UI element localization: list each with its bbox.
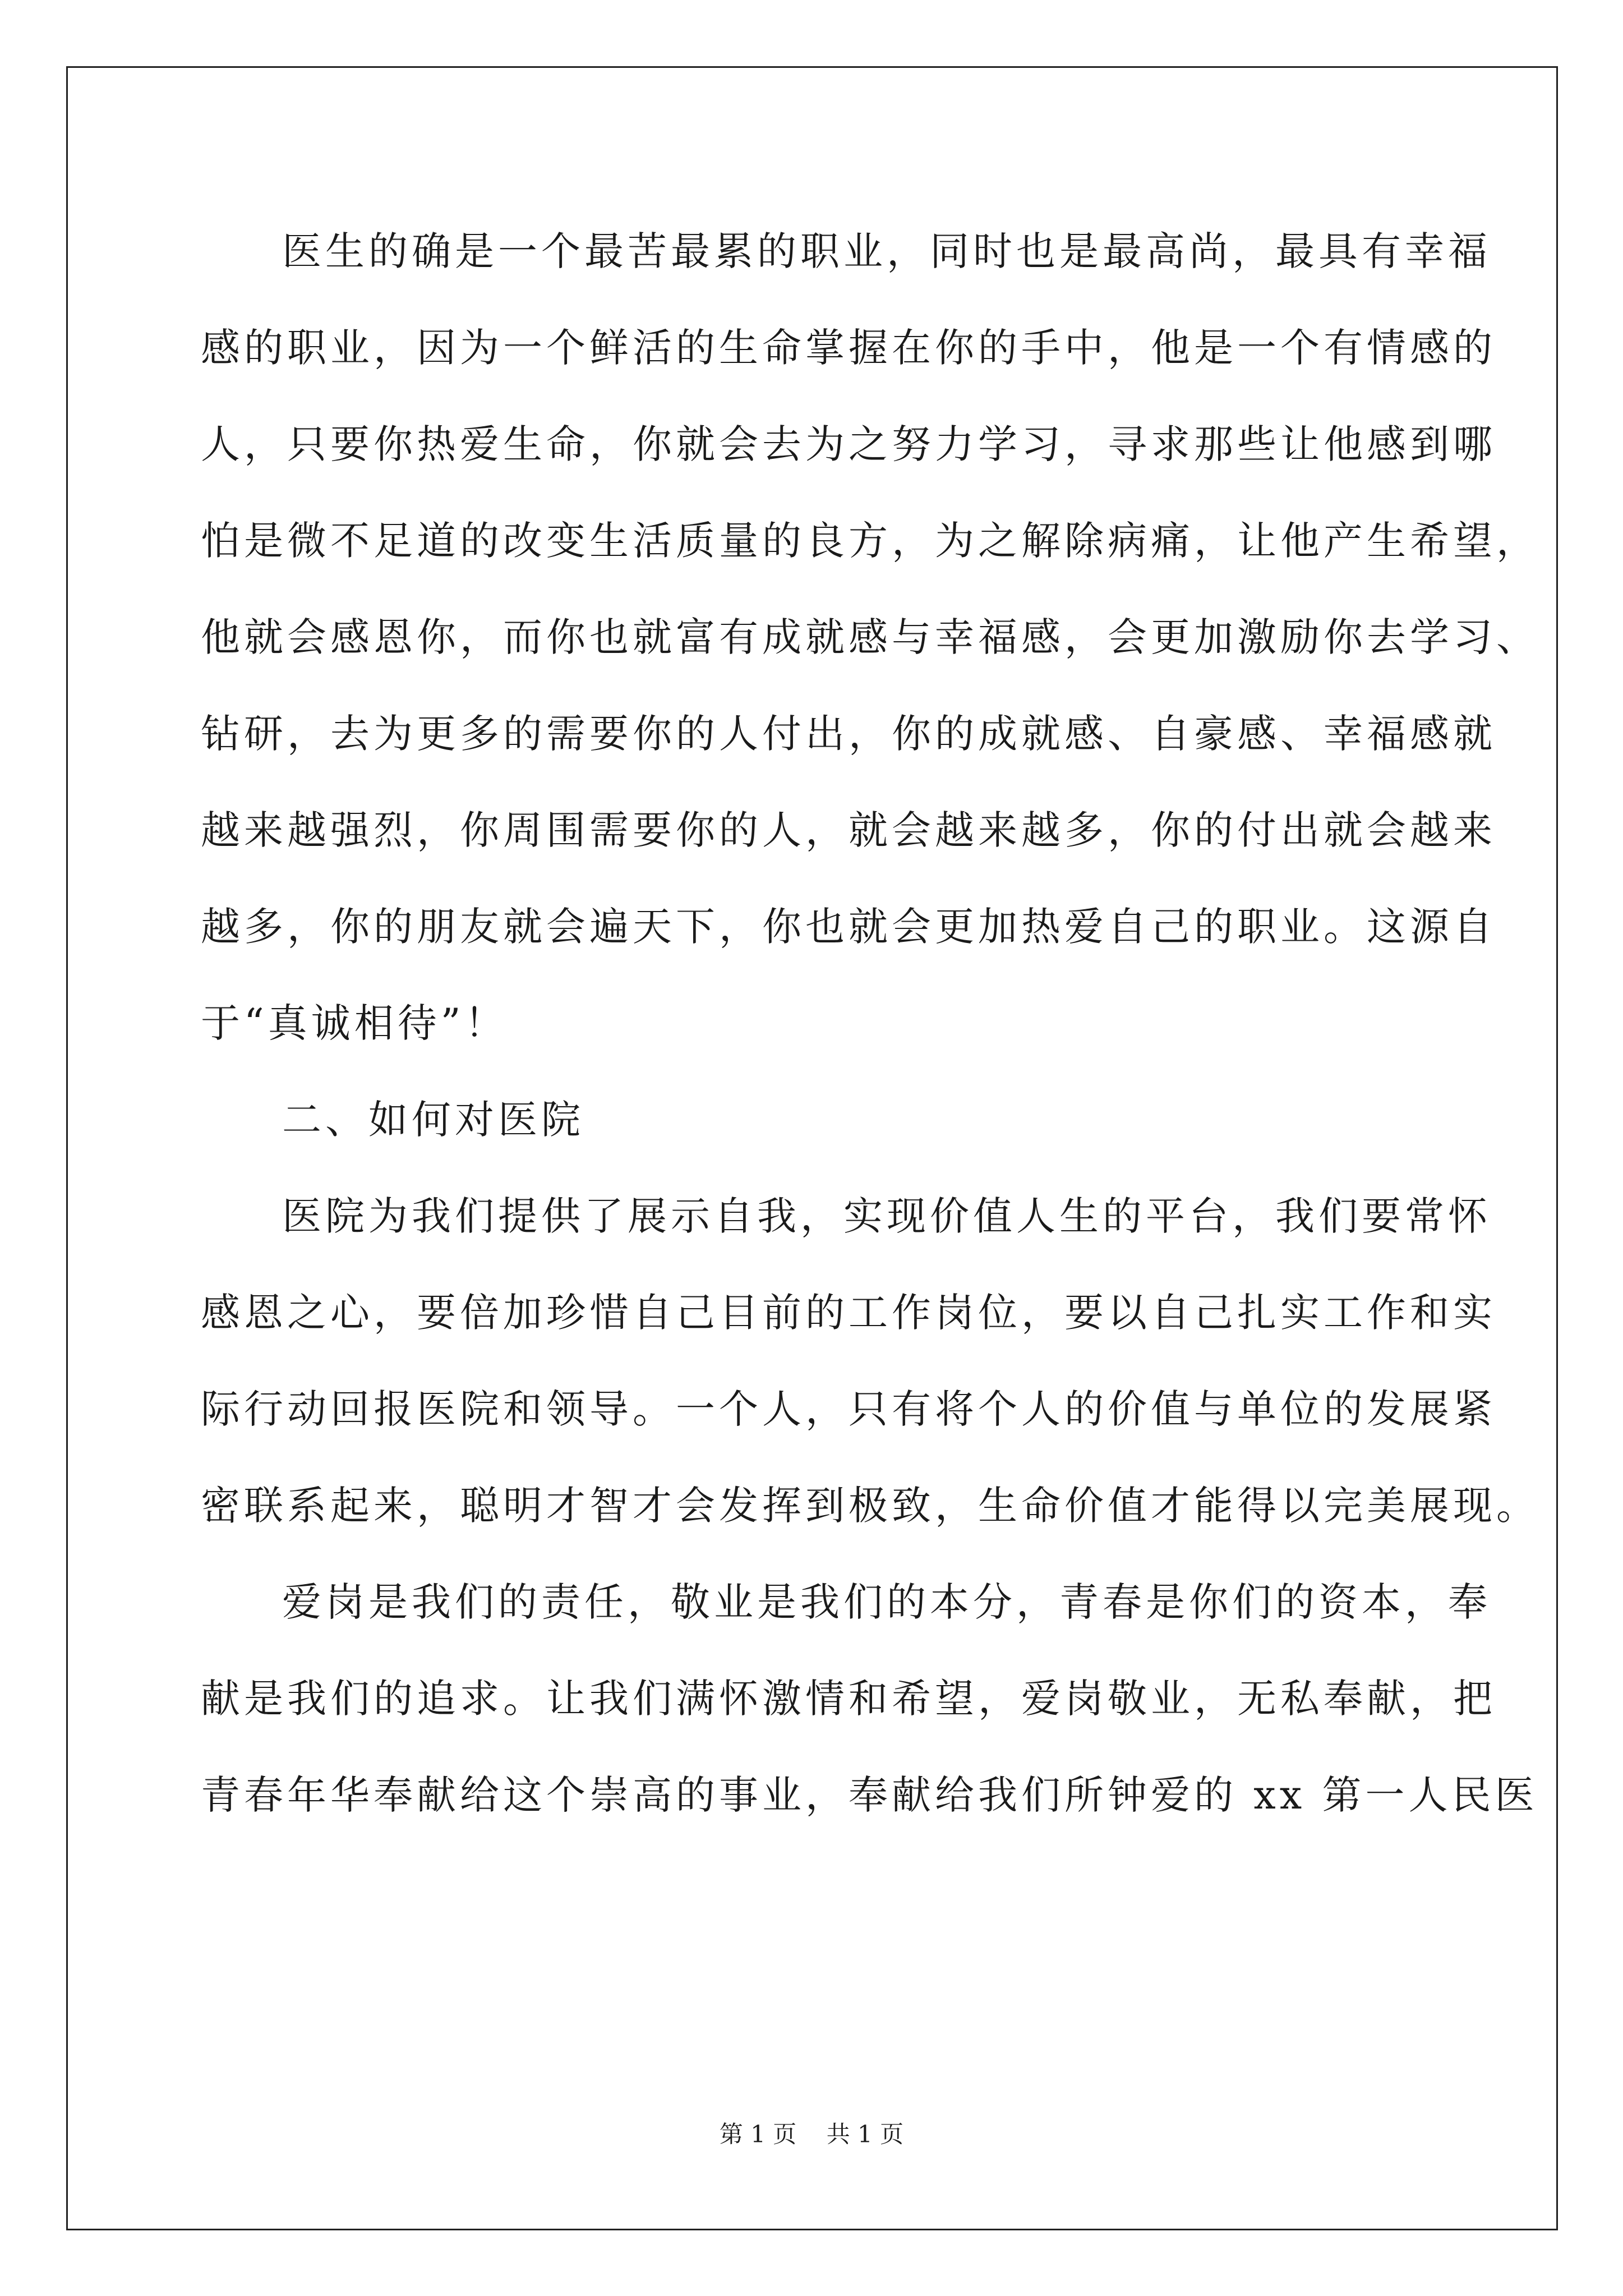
paragraph-line: 爱岗是我们的责任，敬业是我们的本分，青春是你们的资本，奉 bbox=[282, 1579, 1491, 1625]
paragraph-line: 医生的确是一个最苦最累的职业，同时也是最高尚，最具有幸福 bbox=[282, 228, 1491, 274]
paragraph-line: 人，只要你热爱生命，你就会去为之努力学习，寻求那些让他感到哪 bbox=[201, 421, 1496, 467]
paragraph-line: 于“真诚相待”！ bbox=[201, 1000, 508, 1046]
paragraph-line: 献是我们的追求。让我们满怀激情和希望，爱岗敬业，无私奉献，把 bbox=[201, 1676, 1496, 1722]
document-body bbox=[201, 220, 1539, 1860]
paragraph-line: 密联系起来，聪明才智才会发挥到极致，生命价值才能得以完美展现。 bbox=[201, 1483, 1539, 1529]
paragraph-line: 越多，你的朋友就会遍天下，你也就会更加热爱自己的职业。这源自 bbox=[201, 904, 1496, 950]
paragraph-line: 越来越强烈，你周围需要你的人，就会越来越多，你的付出就会越来 bbox=[201, 807, 1496, 853]
paragraph-line: 际行动回报医院和领导。一个人，只有将个人的价值与单位的发展紧 bbox=[201, 1386, 1496, 1432]
paragraph-line: 感恩之心，要倍加珍惜自己目前的工作岗位，要以自己扎实工作和实 bbox=[201, 1290, 1496, 1336]
paragraph-line: 他就会感恩你，而你也就富有成就感与幸福感，会更加激励你去学习、 bbox=[201, 614, 1539, 660]
paragraph-line: 怕是微不足道的改变生活质量的良方，为之解除病痛，让他产生希望， bbox=[201, 518, 1539, 564]
page-footer: 第 1 页 共 1 页 bbox=[719, 2120, 904, 2148]
paragraph-line: 感的职业，因为一个鲜活的生命掌握在你的手中，他是一个有情感的 bbox=[201, 325, 1496, 371]
section-heading: 二、如何对医院 bbox=[282, 1097, 584, 1143]
paragraph-line: 钻研，去为更多的需要你的人付出，你的成就感、自豪感、幸福感就 bbox=[201, 711, 1496, 757]
paragraph-line: 医院为我们提供了展示自我，实现价值人生的平台，我们要常怀 bbox=[282, 1193, 1491, 1239]
paragraph-line: 青春年华奉献给这个崇高的事业，奉献给我们所钟爱的 xx 第一人民医 bbox=[201, 1772, 1538, 1818]
